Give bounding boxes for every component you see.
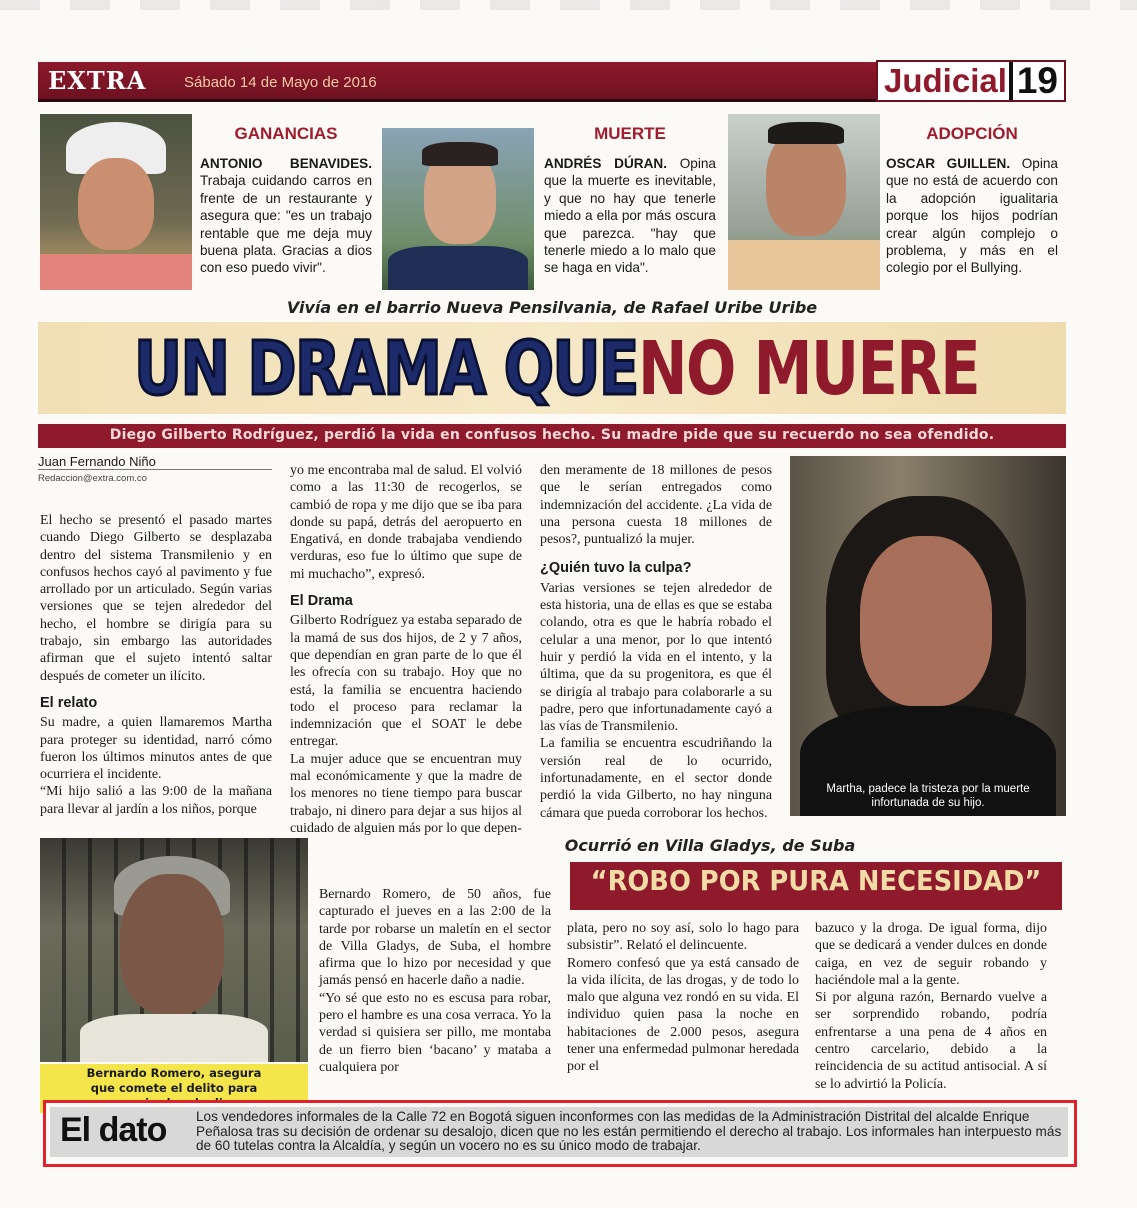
paragraph: Si por alguna razón, Bernardo vuelve a ser sorprendido robando, podría enfrentarse a una pena de 4 años en centro carcelario, debido a la reincidencia de su actitud antisocial. A sí se lo advirtió la Policía. [815,990,1047,1092]
opinion-body-2: Opina que la muerte es inevitable, y que no hay que tenerle miedo a ella por más oscura que parezca. "hay que tenerle miedo a lo malo que se haga en vida". [544,156,716,276]
byline: Juan Fernando Niño [38,454,156,469]
paragraph: “Yo sé que esto no es escusa para robar, pero el hambre es una cosa verraca. Yo la verdad si quisiera ser pillo, me montaba de un fierro bien ‘bacano’ y mataba a cualquiera por [319,990,551,1075]
paragraph: Gilberto Rodríguez ya estaba separado de la mamá de sus dos hijos, de 2 y 7 años, que dependían en gran parte de lo que él les ofrecía con su trabajo. Hoy que no está, la familia se encuentra haciendo todo el proceso para reclamar la indemnización que el SOAT le debe entregar. [290,613,522,750]
opinion-text-1 [200,155,372,277]
face-icon [860,536,992,706]
story1-kicker: Vivía en el barrio Nueva Pensilvania, de Rafael Uribe Uribe [286,298,818,317]
story2-column-1 [319,886,551,1076]
hair-icon [422,142,498,166]
story2-kicker: Ocurrió en Villa Gladys, de Suba [564,836,856,855]
page-number: 19 [1009,62,1058,100]
byline-email: Redaccion@extra.com.co [38,473,147,484]
portrait-andres [382,128,534,290]
section-name: Judicial [884,62,1007,99]
subhead-drama: El Drama [290,593,353,610]
story1-column-3 [540,462,772,822]
el-dato-label: El dato [60,1111,167,1149]
portrait-antonio [40,114,192,290]
photo-martha [790,456,1066,816]
paragraph: Romero confesó que ya está cansado de la vida ilícita, de las drogas, y de todo lo malo que alguna vez rondó en su vida. El individuo quien pasa la noche en habitaciones de 2.000 pesos, asegura tener una enfermedad pulmonar heredada por el [567,955,799,1075]
paragraph: La mujer aduce que se encuentran muy mal económicamente y que la madre de los menores no tiene tiempo para buscar trabajo, ni dinero para dejar a sus hijos al cuidado de alguien más por lo que depen- [290,751,522,836]
el-dato-text: Los vendedores informales de la Calle 72 en Bogotá siguen inconformes con las medidas de la Administración Distrital del alcalde Enrique Peñalosa tras su decisión de ordenar su desalojo, dicen que no les están permitiendo el derecho al trabajo. Los informales han interpuesto más de 60 tutelas contra la Alcaldía, y según un vocero no es su único modo de trabajar. [196,1109,1062,1153]
paragraph: Varias versiones se tejen alrededor de esta historia, una de ellas es que se estaba colando, otra es que le habría robado el celular a una menor, por lo que intentó huir y perdió la vida en el intento, y la última, que da su progenitora, es que él se dirigía al trabajo para colaborarle a su padre, pero que infortunadamente cayó a las vías de Transmilenio. [540,580,772,735]
photo-caption-bernardo: Bernardo Romero, asegura que comete el delito para [40,1064,308,1113]
story2-headline-band [570,862,1062,910]
paragraph: Su madre, a quien llamaremos Martha para proteger su identidad, narró cómo fueron los últimos minutos antes de que ocurriera el incidente. [40,715,272,783]
headline-part-2: NO MUERE [638,326,980,412]
story1-subheadline-band [38,424,1066,448]
hair-icon [768,122,844,144]
face-icon [78,158,154,250]
paragraph: Bernardo Romero, de 50 años, fue capturado el jueves en a las 2:00 de la tarde por robarse un maletín en el sector de Villa Gladys, de Suba, el hombre afirma que lo hizo por necesidad y que jamás pensó en hacerle daño a nadie. [319,887,551,989]
story2-column-2 [567,920,799,1076]
story1-column-1 [40,512,272,818]
opinion-topic-2: MUERTE [594,124,666,143]
paragraph: yo me encontraba mal de salud. El volvió como a las 11:30 de recogerlos, se cambió de ropa y me dijo que se iba para donde su papá, detrás del aeropuerto en Engativá, en donde trabajaba vendiendo verduras, eso fue lo último que supe de mi muchacho”, expresó. [290,463,522,582]
opinion-body-3: Opina que no está de acuerdo con la adopción igualitaria porque los hijos podrían crear algún complejo o problema, y más en el colegio por el Bullying. [886,156,1058,276]
opinion-topic-1: GANANCIAS [234,124,338,143]
section-box [876,60,1066,102]
photo-bernardo [40,838,308,1062]
top-strip [0,0,1137,10]
subhead-relato: El relato [40,694,98,711]
opinion-text-2 [544,155,716,277]
headline-part-1: UN DRAMA QUE [134,326,638,412]
paragraph: “Mi hijo salió a las 9:00 de la mañana para llevar al jardín a los niños, porque [40,784,272,817]
subhead-culpa: ¿Quién tuvo la culpa? [540,560,692,577]
opinion-body-1: Trabaja cuidando carros en frente de un restaurante y asegura que: "es un trabajo rentable que me deja muy buena plata. Gracias a dios con eso puedo vivir". [200,173,372,276]
shirt-icon [80,1014,268,1062]
paragraph: plata, pero no soy así, solo lo hago para subsistir”. Relató el delincuente. [567,921,799,954]
byline-divider [38,469,272,470]
shirt-icon [728,240,880,290]
shirt-icon [388,246,528,290]
el-dato-box [43,1100,1077,1167]
opinion-topic-3: ADOPCIÓN [926,124,1018,143]
opinion-name-3: OSCAR GUILLEN. [886,156,1011,171]
page-header [38,62,1066,102]
paragraph: bazuco y la droga. De igual forma, dijo que se dedicará a vender dulces en donde caiga, en vez de seguir robando y haciéndole mal a la gente. [815,921,1047,988]
opinion-text-3 [886,155,1058,277]
opinion-name-2: ANDRÉS DÚRAN. [544,156,667,171]
issue-date: Sábado 14 de Mayo de 2016 [184,74,377,91]
face-icon [766,128,846,236]
story1-headline [38,322,1066,414]
shirt-icon [40,254,192,290]
el-dato-inner [50,1107,1068,1157]
story2-column-3 [815,920,1047,1093]
photo-caption-martha: Martha, padece la tristeza por la muerte infortunada de su hijo. [826,783,1030,809]
paragraph: den meramente de 18 millones de pesos que le serían entregados como indemnización del accidente. ¿La vida de una persona cuesta 18 millones de pesos?, puntualizó la mujer. [540,463,772,548]
newspaper-logo: EXTRA [48,66,147,95]
story1-subheadline: Diego Gilberto Rodríguez, perdió la vida en confusos hecho. Su madre pide que su recuerdo no sea ofendido. [109,427,995,443]
paragraph: El hecho se presentó el pasado martes cuando Diego Gilberto se desplazaba dentro del sistema Transmilenio y en confusos hechos cayó al pavimento y fue arrollado por un articulado. Según varias versiones que se tejen alrededor del hecho, el hombre se dirigía para su trabajo, sin embargo las autoridades afirman que el sujeto intentó saltar después de cometer un ilícito. [40,513,272,684]
face-icon [120,874,224,1014]
story2-headline: “ROBO POR PURA NECESIDAD” [590,864,1042,897]
opinion-name-1: ANTONIO BENAVIDES. [200,156,372,171]
paragraph: La familia se encuentra escudriñando la versión real de lo ocurrido, infortunadamente, en el sector donde perdió la vida Gilberto, no hay ninguna cámara que pueda corroborar los hechos. [540,736,772,821]
story1-column-2 [290,462,522,837]
portrait-oscar [728,114,880,290]
